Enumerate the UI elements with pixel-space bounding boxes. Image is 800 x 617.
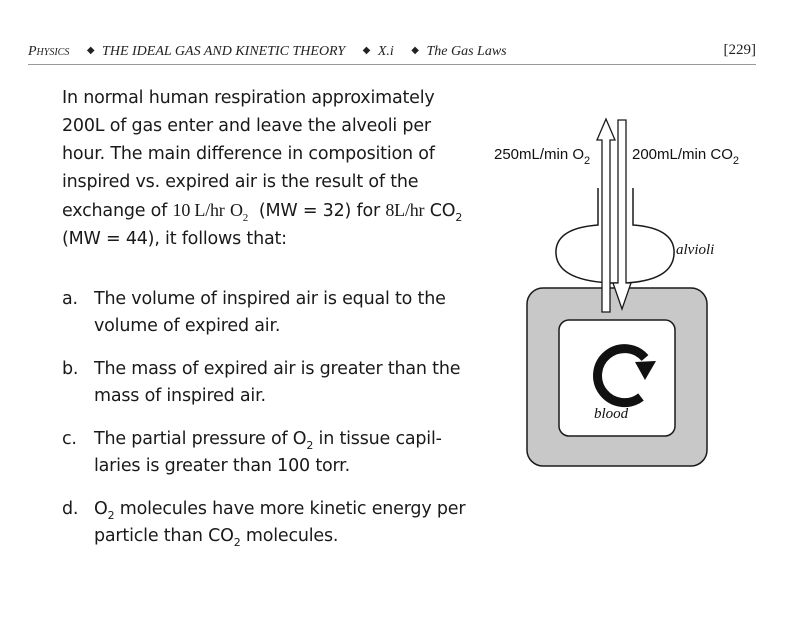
o2-formula-main: O xyxy=(229,200,243,220)
option-letter: a. xyxy=(62,289,78,309)
question-text: In normal human respiration approximately 200L of gas enter and leave the alveoli per hour. The main difference in composition of inspired vs. expired air is the result of the exchange of xyxy=(62,88,435,221)
o2-formula xyxy=(229,200,249,224)
co2-formula-main: CO xyxy=(429,201,456,221)
option-c[interactable] xyxy=(62,426,472,480)
bullet-separator: ◆ xyxy=(86,45,95,56)
bullet-separator: ◆ xyxy=(362,45,371,56)
respiration-diagram xyxy=(480,100,780,480)
option-text: $O_2$ molecules have more kinetic energy per particle than $CO_2$ molecules. xyxy=(94,499,466,549)
option-text: The partial pressure of $O_2$ in tissue capil-laries is greater than 100 torr. xyxy=(94,429,442,476)
o2-mw: (MW = 32) for xyxy=(258,201,386,221)
co2-mw: (MW = 44), it follows that: xyxy=(62,229,287,249)
co2-formula-sub: 2 xyxy=(455,211,463,224)
option-letter: d. xyxy=(62,499,79,519)
co2-flow-label: 200mL/min $CO_2$ xyxy=(632,146,739,167)
o2-rate: 10 L/hr xyxy=(172,200,225,220)
running-header xyxy=(28,42,756,65)
breadcrumb xyxy=(28,44,511,60)
question-stem xyxy=(62,84,472,253)
option-d[interactable] xyxy=(62,496,472,550)
header-section: X.i xyxy=(377,44,394,59)
header-subject: Physics xyxy=(28,44,70,59)
answer-options xyxy=(62,286,472,566)
co2-rate: 8L/hr xyxy=(385,200,425,220)
o2-formula-sub: 2 xyxy=(242,212,249,224)
option-b[interactable] xyxy=(62,356,472,410)
option-text: The volume of inspired air is equal to the volume of expired air. xyxy=(94,289,446,336)
blood-label: blood xyxy=(594,406,629,422)
option-letter: b. xyxy=(62,359,79,379)
option-a[interactable] xyxy=(62,286,472,340)
header-chapter: THE IDEAL GAS AND KINETIC THEORY xyxy=(102,44,346,59)
o2-flow-label: 250mL/min $O_2$ xyxy=(494,146,591,167)
option-letter: c. xyxy=(62,429,77,449)
co2-formula xyxy=(429,201,463,224)
option-text: The mass of expired air is greater than the mass of inspired air. xyxy=(94,359,461,406)
page-number: [229] xyxy=(723,42,756,58)
header-topic: The Gas Laws xyxy=(426,44,507,59)
alveoli-label: alvioli xyxy=(676,242,715,258)
alveoli-shape xyxy=(556,188,674,283)
bullet-separator: ◆ xyxy=(411,45,419,56)
